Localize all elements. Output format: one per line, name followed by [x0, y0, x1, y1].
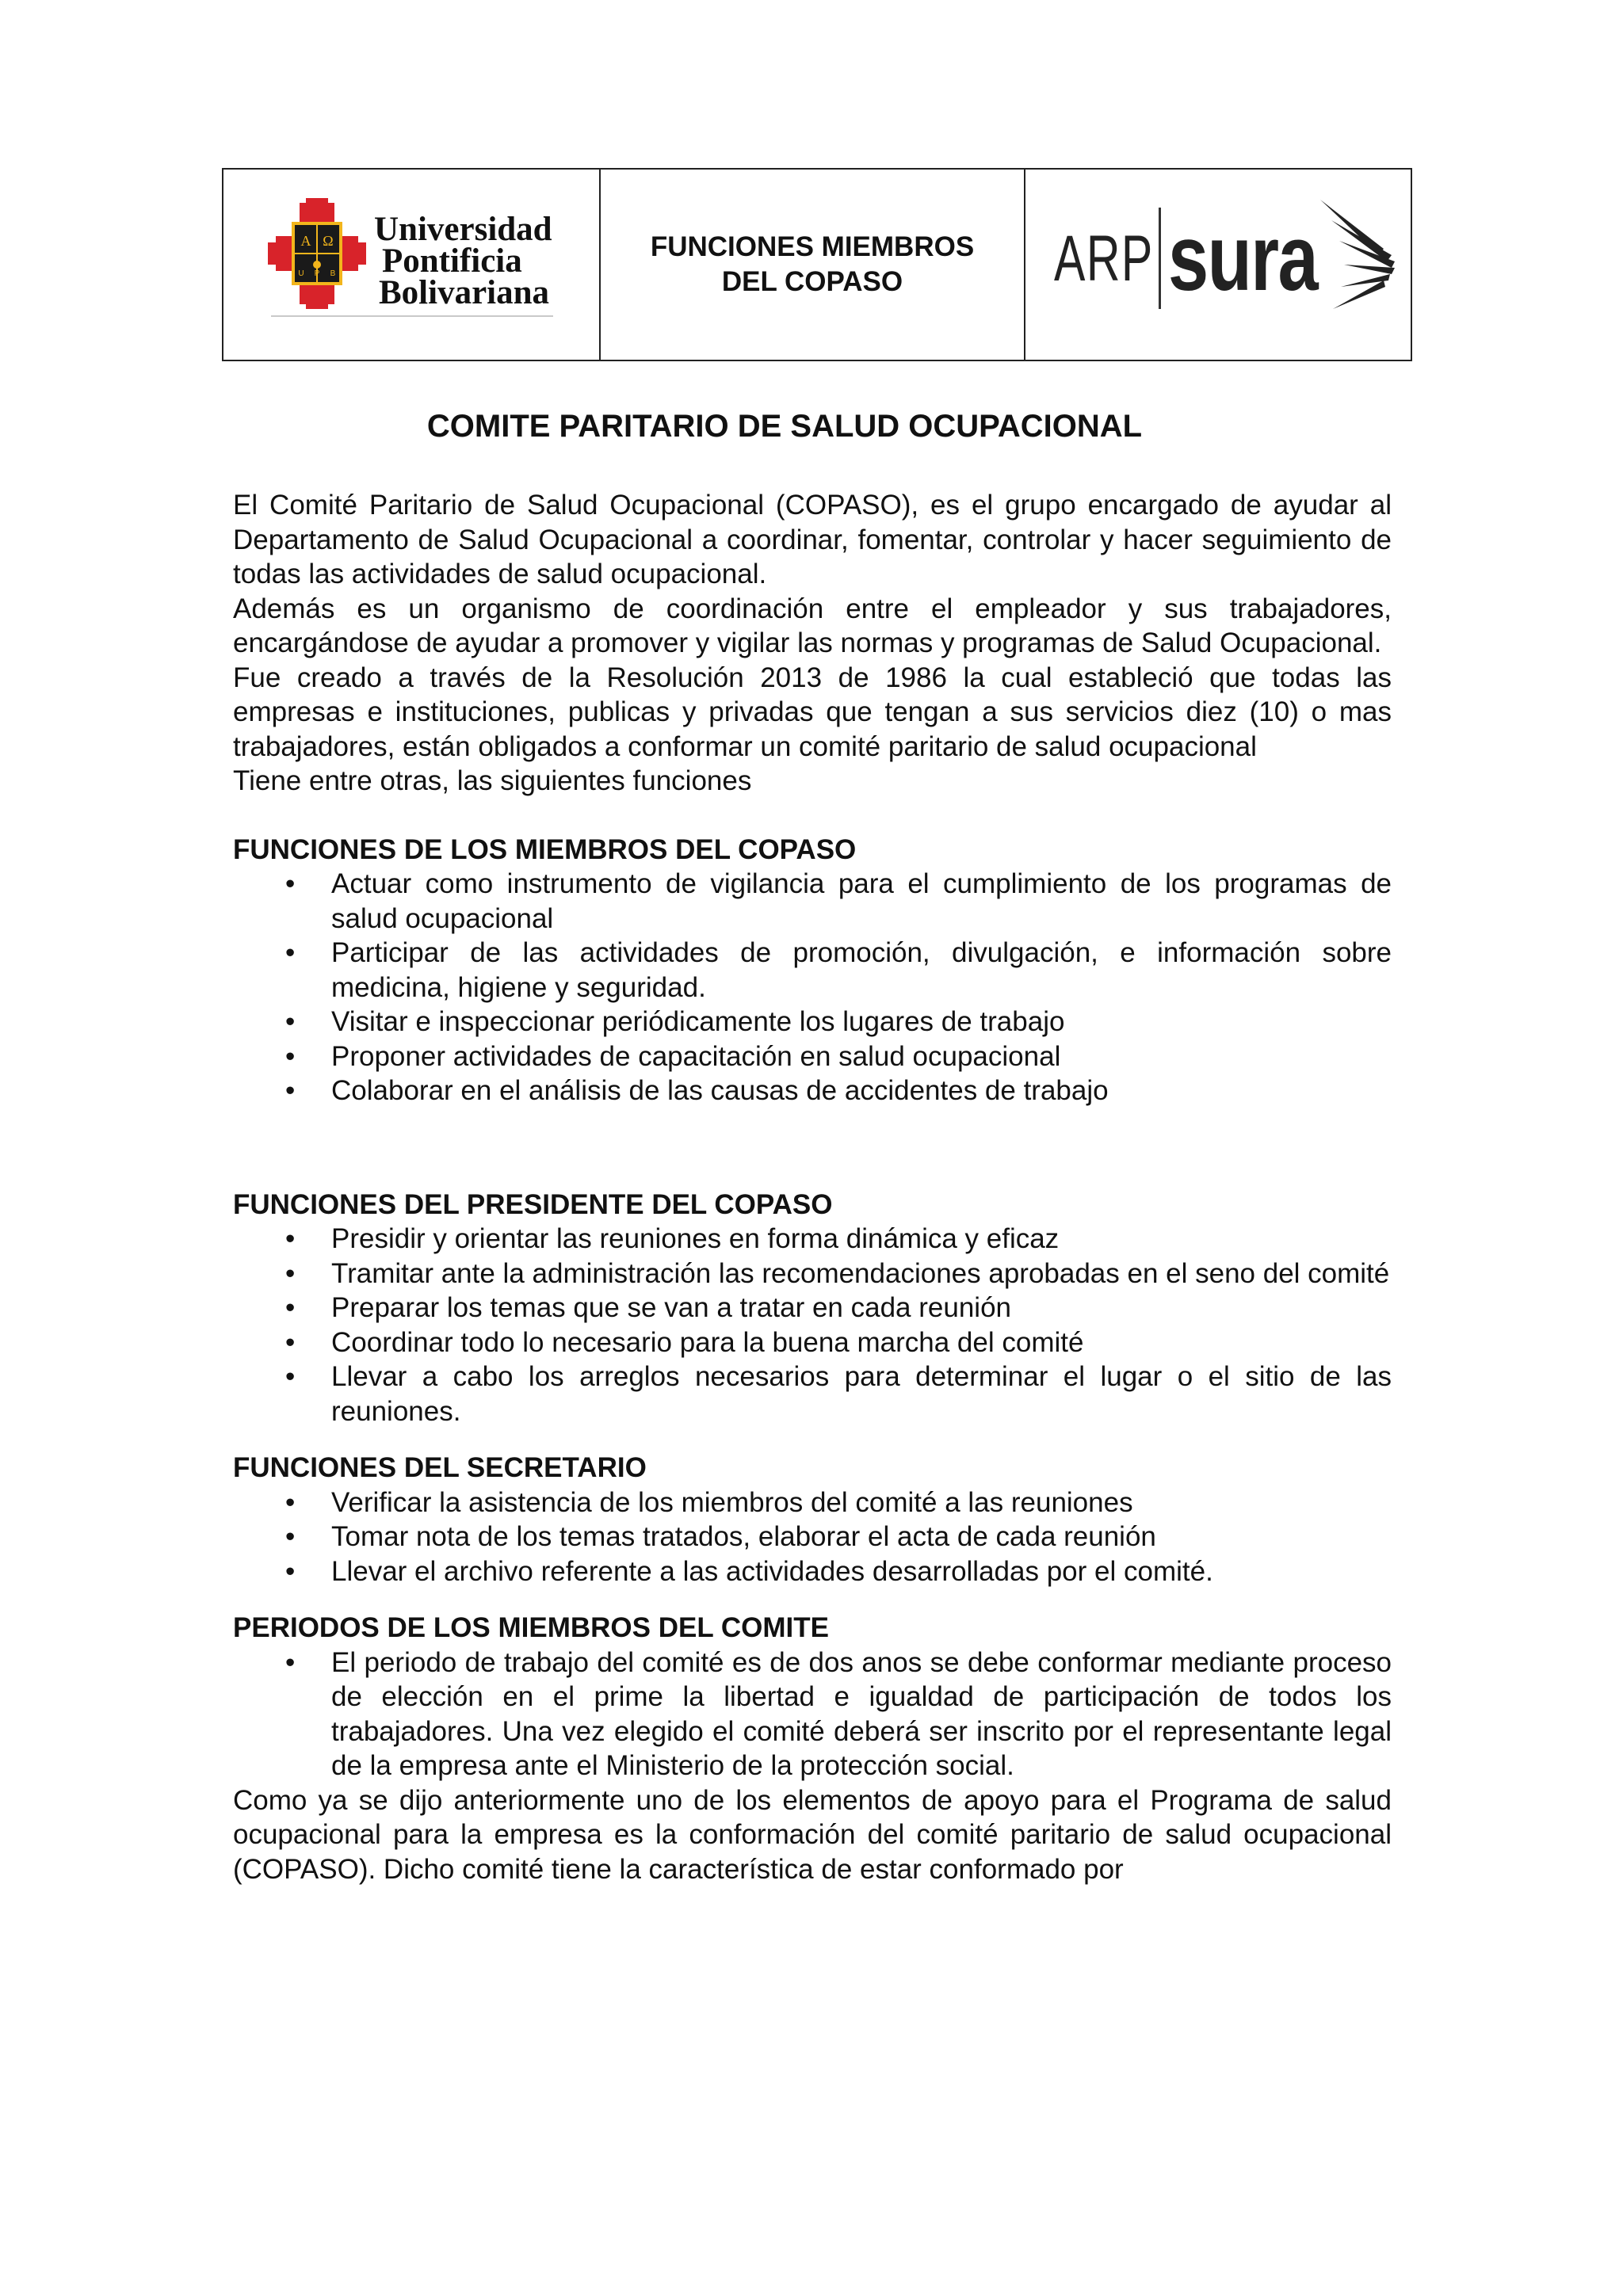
upb-wordmark: [374, 211, 552, 311]
list-item: • Tomar nota de los temas tratados, elaborar el acta de cada reunión: [233, 1520, 1392, 1554]
bullet-icon: •: [285, 1486, 296, 1518]
list-item: • Llevar a cabo los arreglos necesarios para determinar el lugar o el sitio de las reuniones.: [285, 1361, 1392, 1427]
bullet-icon: •: [285, 1257, 296, 1289]
bullet-icon: •: [285, 1075, 296, 1106]
header-logo-cell: [223, 170, 601, 360]
bullet-icon: •: [285, 1521, 296, 1552]
shield-letter-u: U: [298, 269, 304, 278]
document-body: [233, 488, 1392, 1886]
spacer: [233, 1108, 1392, 1165]
upb-line-2: Pontificia: [382, 242, 522, 280]
section-list-presidente: [233, 1222, 1392, 1428]
intro-paragraph-1: El Comité Paritario de Salud Ocupacional (COPASO), es el grupo encargado de ayudar al Departamento de Salud Ocupacional a coordinar, fomentar, controlar y hacer seguimiento de todas las actividades de salud ocupacional.: [233, 490, 1392, 589]
bullet-icon: •: [285, 1361, 296, 1392]
header-title-line-1: FUNCIONES MIEMBROS: [650, 231, 975, 262]
intro-paragraph-3: Fue creado a través de la Resolución 2013 de 1986 la cual estableció que todas las empresas e instituciones, publicas y privadas que tengan a sus servicios diez (10) o mas trabajadores, están obligados a conformar un comité paritario de salud ocupacional: [233, 662, 1392, 762]
list-item: • Colaborar en el análisis de las causas de accidentes de trabajo: [233, 1074, 1392, 1108]
upb-underline: [271, 315, 553, 317]
list-item: • El periodo de trabajo del comité es de dos anos se debe conformar mediante proceso de elección en el prime la libertad e igualdad de participación de todos los trabajadores. Una vez elegido el comité deberá ser inscrito por el representante legal de la empresa ante el Ministerio de la protección social.: [285, 1646, 1392, 1781]
bullet-icon: •: [285, 1223, 296, 1254]
arp-wordmark: ARP: [1054, 223, 1154, 295]
list-item: • Proponer actividades de capacitación en salud ocupacional: [233, 1039, 1392, 1074]
upb-line-1: Universidad: [374, 211, 552, 248]
header-title: [651, 230, 974, 299]
list-item: • Preparar los temas que se van a tratar en cada reunión: [233, 1291, 1392, 1325]
section-heading-periodos: PERIODOS DE LOS MIEMBROS DEL COMITE: [233, 1612, 829, 1643]
bullet-icon: •: [285, 1555, 296, 1587]
shield-letter-b: B: [330, 269, 336, 278]
closing-paragraph: Como ya se dijo anteriormente uno de los elementos de apoyo para el Programa de salud ocupacional para la empresa es la conformación del comité paritario de salud ocupacional (COPASO). Dicho comité tiene la característica de estar conformado por: [233, 1784, 1392, 1885]
shield-letter-omega: Ω: [323, 233, 334, 249]
header-title-line-2: DEL COPASO: [721, 266, 903, 297]
list-item: • Actuar como instrumento de vigilancia para el cumplimiento de los programas de salud ocupacional: [285, 868, 1392, 934]
intro-paragraph-2: Además es un organismo de coordinación entre el empleador y sus trabajadores, encargándose de ayudar a promover y vigilar las normas y programas de Salud Ocupacional.: [233, 593, 1392, 658]
header-table: [222, 168, 1412, 361]
section-list-periodos: [233, 1646, 1392, 1783]
bullet-icon: •: [285, 1292, 296, 1323]
list-item: • Visitar e inspeccionar periódicamente los lugares de trabajo: [233, 1005, 1392, 1039]
upb-cross-shield-icon: [268, 198, 366, 309]
header-arp-sura-cell: [1025, 170, 1411, 360]
list-item: • Llevar el archivo referente a las actividades desarrolladas por el comité.: [233, 1554, 1392, 1589]
bullet-icon: •: [285, 868, 296, 899]
section-list-secretario: [233, 1486, 1392, 1589]
section-heading-miembros: FUNCIONES DE LOS MIEMBROS DEL COPASO: [233, 833, 857, 865]
bullet-icon: •: [285, 1040, 296, 1072]
bullet-icon: •: [285, 937, 296, 968]
shield-letter-p: P: [314, 269, 320, 278]
sura-wordmark: sura: [1168, 206, 1318, 311]
list-item: • Tramitar ante la administración las recomendaciones aprobadas en el seno del comité: [233, 1257, 1392, 1291]
header-title-cell: [601, 170, 1025, 360]
bullet-icon: •: [285, 1646, 296, 1678]
list-item: • Presidir y orientar las reuniones en forma dinámica y eficaz: [233, 1222, 1392, 1257]
shield-letter-a: A: [300, 233, 311, 249]
intro-paragraph-4: Tiene entre otras, las siguientes funciones: [233, 765, 752, 796]
section-heading-presidente: FUNCIONES DEL PRESIDENTE DEL COPASO: [233, 1188, 833, 1220]
section-heading-secretario: FUNCIONES DEL SECRETARIO: [233, 1452, 647, 1483]
bullet-icon: •: [285, 1006, 296, 1037]
sura-wing-icon: [1312, 192, 1400, 318]
list-item: • Coordinar todo lo necesario para la buena marcha del comité: [233, 1325, 1392, 1360]
document-title: COMITE PARITARIO DE SALUD OCUPACIONAL: [426, 409, 1143, 444]
list-item: • Verificar la asistencia de los miembros del comité a las reuniones: [233, 1486, 1392, 1520]
upb-line-3: Bolivariana: [379, 274, 550, 311]
list-item: • Participar de las actividades de promoción, divulgación, e información sobre medicina, higiene y seguridad.: [285, 937, 1392, 1003]
section-list-miembros: [233, 867, 1392, 1108]
arp-separator: [1159, 208, 1161, 309]
bullet-icon: •: [285, 1326, 296, 1358]
